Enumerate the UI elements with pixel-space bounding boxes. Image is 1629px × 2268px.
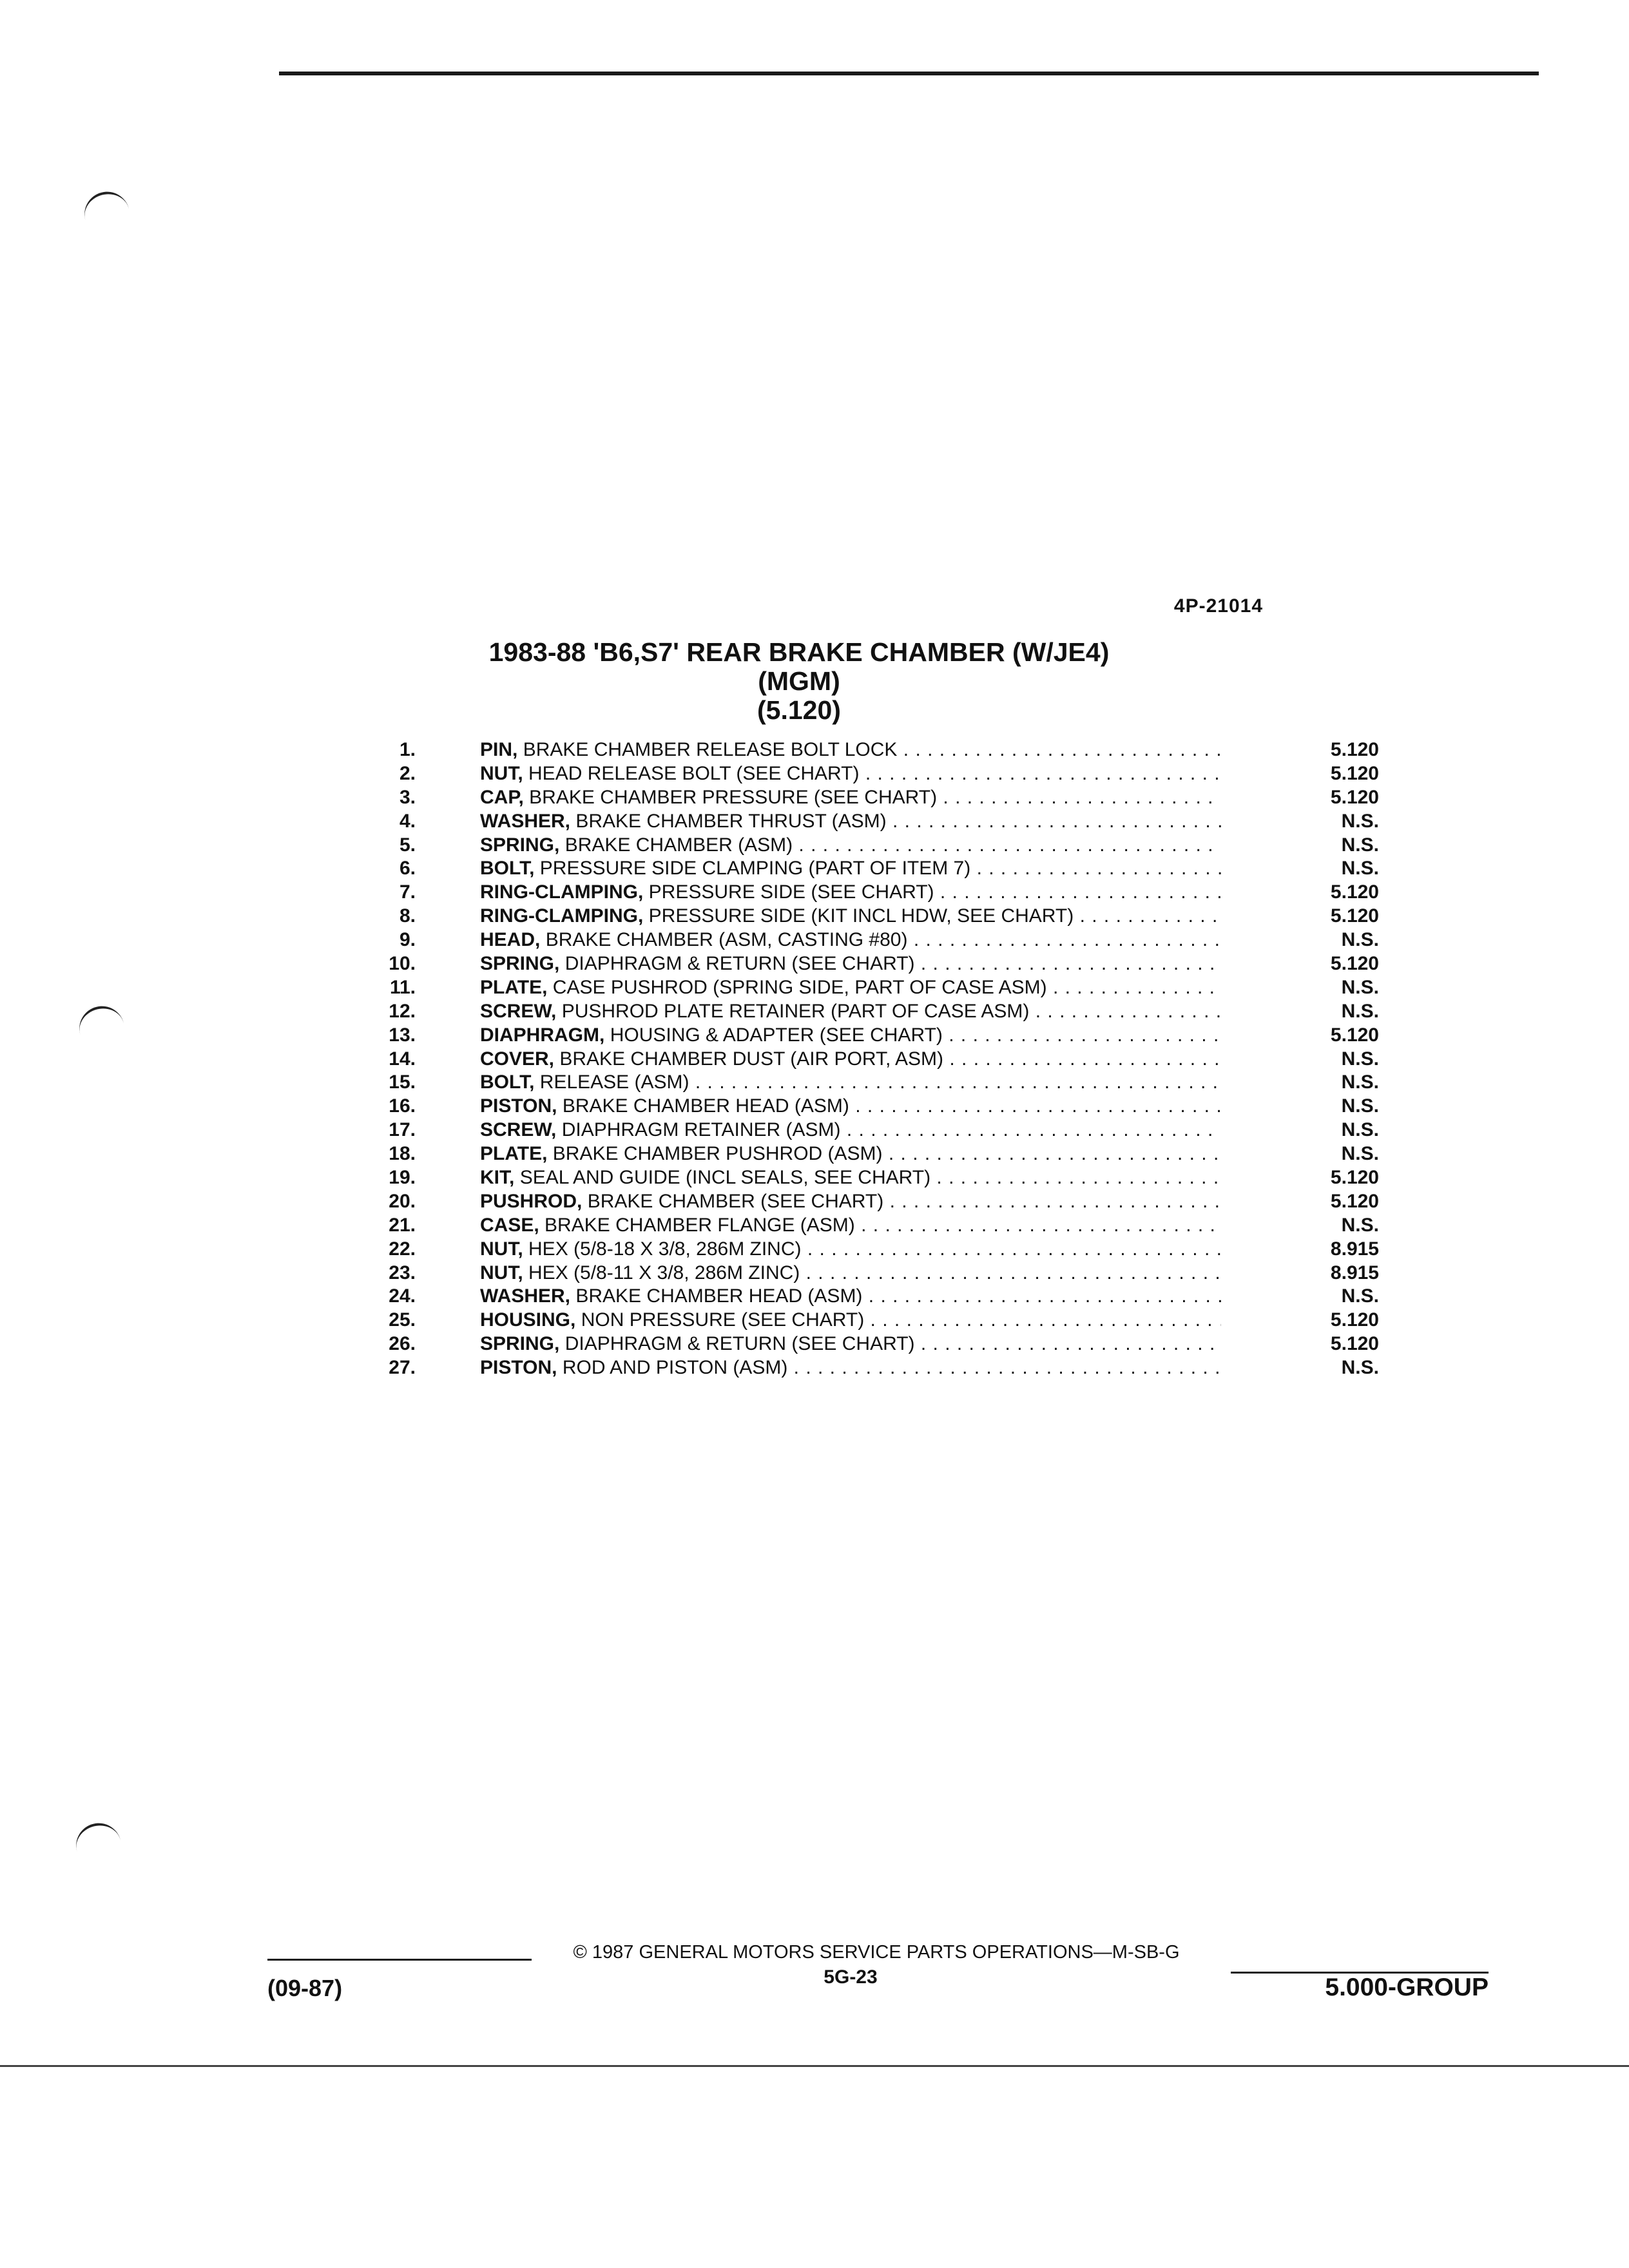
part-number: 19.: [389, 1167, 416, 1189]
part-description: [480, 1142, 1221, 1166]
part-description: [480, 976, 1221, 1000]
part-number: 3.: [399, 786, 416, 808]
part-group-number: 5.120: [1330, 786, 1379, 808]
part-description: [480, 1166, 1221, 1190]
part-row: [361, 1332, 1379, 1356]
part-row: [361, 762, 1379, 786]
part-detail: PRESSURE SIDE (KIT INCL HDW, SEE CHART): [648, 905, 1074, 927]
part-number: 4.: [399, 810, 416, 832]
part-description: [480, 1190, 1221, 1214]
part-number: 5.: [399, 834, 416, 856]
part-group-number: N.S.: [1341, 1214, 1379, 1236]
part-detail: HEAD RELEASE BOLT (SEE CHART): [528, 762, 860, 784]
part-group-number: 5.120: [1330, 1024, 1379, 1046]
part-name: RING-CLAMPING,: [480, 905, 644, 927]
part-group-number: N.S.: [1341, 810, 1379, 832]
title-line-2: (MGM): [758, 666, 840, 696]
part-name: KIT,: [480, 1167, 515, 1189]
part-detail: BRAKE CHAMBER PUSHROD (ASM): [552, 1143, 883, 1165]
part-detail: BRAKE CHAMBER DUST (AIR PORT, ASM): [559, 1048, 944, 1070]
title-line-3: (5.120): [757, 695, 841, 725]
part-row: [361, 1309, 1379, 1332]
binder-hole-mark-middle: [75, 1001, 126, 1040]
copyright-notice: © 1987 GENERAL MOTORS SERVICE PARTS OPERATIONS—M-SB-G: [573, 1942, 1180, 1963]
part-row: [361, 810, 1379, 834]
part-name: BOLT,: [480, 858, 535, 879]
part-name: SCREW,: [480, 1000, 557, 1022]
footer-rule-left: [267, 1959, 532, 1961]
bottom-rule: [0, 2065, 1629, 2067]
revision-date: (09-87): [267, 1975, 343, 2001]
part-detail: PUSHROD PLATE RETAINER (PART OF CASE ASM): [561, 1000, 1030, 1022]
part-detail: PRESSURE SIDE CLAMPING (PART OF ITEM 7): [539, 858, 971, 879]
binder-hole-mark-bottom: [72, 1818, 122, 1857]
part-number: 9.: [399, 929, 416, 951]
part-description: [480, 1119, 1221, 1142]
part-name: NUT,: [480, 1262, 523, 1283]
part-row: [361, 1024, 1379, 1048]
parts-list: [361, 738, 1379, 1380]
part-description: [480, 1048, 1221, 1072]
part-detail: BRAKE CHAMBER (ASM, CASTING #80): [545, 929, 908, 951]
part-number: 1.: [399, 739, 416, 760]
part-detail: HEX (5/8-11 X 3/8, 286M ZINC): [528, 1262, 800, 1283]
part-detail: BRAKE CHAMBER THRUST (ASM): [575, 810, 887, 832]
part-name: WASHER,: [480, 810, 571, 832]
part-number: 18.: [389, 1143, 416, 1165]
part-group-number: N.S.: [1341, 1072, 1379, 1093]
part-group-number: 5.120: [1330, 1333, 1379, 1355]
part-number: 22.: [389, 1238, 416, 1260]
part-number: 13.: [389, 1024, 416, 1046]
part-name: SPRING,: [480, 953, 560, 975]
part-number: 24.: [389, 1285, 416, 1307]
part-detail: BRAKE CHAMBER RELEASE BOLT LOCK: [523, 739, 898, 760]
part-description: [480, 1285, 1221, 1309]
part-group-number: N.S.: [1341, 834, 1379, 856]
part-detail: BRAKE CHAMBER HEAD (ASM): [575, 1285, 863, 1307]
part-group-number: N.S.: [1341, 858, 1379, 879]
part-detail: HEX (5/8-18 X 3/8, 286M ZINC): [528, 1238, 802, 1260]
part-name: RING-CLAMPING,: [480, 881, 644, 903]
page-title: [322, 638, 1276, 725]
part-description: [480, 857, 1221, 881]
part-row: [361, 1190, 1379, 1214]
part-number: 21.: [389, 1214, 416, 1236]
part-name: DIAPHRAGM,: [480, 1024, 605, 1046]
part-group-number: N.S.: [1341, 1048, 1379, 1070]
part-row: [361, 1166, 1379, 1190]
part-row: [361, 857, 1379, 881]
binder-hole-mark-top: [80, 187, 131, 226]
part-description: [480, 738, 1221, 762]
part-group-number: N.S.: [1341, 929, 1379, 951]
part-row: [361, 1285, 1379, 1309]
part-group-number: N.S.: [1341, 1095, 1379, 1117]
part-number: 16.: [389, 1095, 416, 1117]
part-description: [480, 810, 1221, 834]
part-name: PISTON,: [480, 1357, 557, 1379]
part-detail: BRAKE CHAMBER HEAD (ASM): [562, 1095, 849, 1117]
part-number: 15.: [389, 1072, 416, 1093]
part-description: [480, 905, 1221, 928]
part-name: SCREW,: [480, 1119, 557, 1141]
part-row: [361, 786, 1379, 810]
part-row: [361, 905, 1379, 928]
part-name: PISTON,: [480, 1095, 557, 1117]
part-detail: BRAKE CHAMBER (ASM): [564, 834, 793, 856]
part-group-number: N.S.: [1341, 976, 1379, 998]
part-number: 20.: [389, 1190, 416, 1212]
part-name: HEAD,: [480, 929, 541, 951]
part-group-number: 5.120: [1330, 881, 1379, 903]
part-row: [361, 1095, 1379, 1119]
page-number: 5G-23: [824, 1966, 878, 1988]
part-name: PLATE,: [480, 976, 548, 998]
part-description: [480, 1000, 1221, 1024]
part-description: [480, 834, 1221, 858]
part-group-number: 5.120: [1330, 739, 1379, 760]
part-row: [361, 952, 1379, 976]
part-name: CAP,: [480, 786, 524, 808]
part-number: 2.: [399, 762, 416, 784]
part-number: 11.: [389, 976, 416, 998]
part-group-number: N.S.: [1341, 1285, 1379, 1307]
part-description: [480, 1356, 1221, 1380]
part-row: [361, 738, 1379, 762]
part-row: [361, 1071, 1379, 1095]
document-code-ref: 4P-21014: [1173, 595, 1263, 617]
part-row: [361, 1119, 1379, 1142]
part-description: [480, 786, 1221, 810]
part-detail: HOUSING & ADAPTER (SEE CHART): [610, 1024, 943, 1046]
part-description: [480, 952, 1221, 976]
part-name: NUT,: [480, 1238, 523, 1260]
part-description: [480, 881, 1221, 905]
part-name: NUT,: [480, 762, 523, 784]
part-number: 8.: [399, 905, 416, 927]
part-name: COVER,: [480, 1048, 555, 1070]
part-group-number: N.S.: [1341, 1143, 1379, 1165]
part-number: 6.: [399, 858, 416, 879]
part-group-number: 8.915: [1330, 1238, 1379, 1260]
part-group-number: 5.120: [1330, 762, 1379, 784]
part-description: [480, 762, 1221, 786]
part-detail: NON PRESSURE (SEE CHART): [581, 1309, 865, 1331]
part-number: 12.: [389, 1000, 416, 1022]
part-name: SPRING,: [480, 834, 560, 856]
part-row: [361, 976, 1379, 1000]
part-row: [361, 834, 1379, 858]
part-detail: PRESSURE SIDE (SEE CHART): [648, 881, 934, 903]
group-label: 5.000-GROUP: [1325, 1974, 1489, 2001]
part-detail: BRAKE CHAMBER PRESSURE (SEE CHART): [529, 786, 938, 808]
part-name: WASHER,: [480, 1285, 571, 1307]
part-name: SPRING,: [480, 1333, 560, 1355]
part-description: [480, 1071, 1221, 1095]
part-row: [361, 881, 1379, 905]
part-group-number: 8.915: [1330, 1262, 1379, 1283]
top-rule: [279, 72, 1539, 75]
part-name: CASE,: [480, 1214, 539, 1236]
part-description: [480, 1214, 1221, 1238]
part-name: HOUSING,: [480, 1309, 576, 1331]
part-group-number: 5.120: [1330, 1190, 1379, 1212]
part-description: [480, 1262, 1221, 1285]
part-group-number: 5.120: [1330, 905, 1379, 927]
part-detail: ROD AND PISTON (ASM): [562, 1357, 788, 1379]
part-row: [361, 1214, 1379, 1238]
part-number: 7.: [399, 881, 416, 903]
part-row: [361, 1356, 1379, 1380]
part-description: [480, 1332, 1221, 1356]
part-number: 26.: [389, 1333, 416, 1355]
part-detail: CASE PUSHROD (SPRING SIDE, PART OF CASE ASM): [552, 976, 1047, 998]
part-number: 27.: [389, 1357, 416, 1379]
part-detail: DIAPHRAGM & RETURN (SEE CHART): [564, 953, 915, 975]
part-group-number: 5.120: [1330, 1167, 1379, 1189]
title-line-1: 1983-88 'B6,S7' REAR BRAKE CHAMBER (W/JE4): [488, 637, 1110, 667]
part-group-number: 5.120: [1330, 953, 1379, 975]
part-description: [480, 1309, 1221, 1332]
part-row: [361, 1142, 1379, 1166]
part-row: [361, 1262, 1379, 1285]
part-row: [361, 1238, 1379, 1262]
part-detail: SEAL AND GUIDE (INCL SEALS, SEE CHART): [519, 1167, 931, 1189]
part-detail: DIAPHRAGM RETAINER (ASM): [561, 1119, 841, 1141]
part-name: PUSHROD,: [480, 1190, 583, 1212]
part-group-number: 5.120: [1330, 1309, 1379, 1331]
part-description: [480, 1095, 1221, 1119]
part-name: PLATE,: [480, 1143, 548, 1165]
part-row: [361, 1048, 1379, 1072]
part-description: [480, 928, 1221, 952]
part-detail: BRAKE CHAMBER (SEE CHART): [587, 1190, 884, 1212]
part-number: 23.: [389, 1262, 416, 1283]
part-description: [480, 1024, 1221, 1048]
part-number: 14.: [389, 1048, 416, 1070]
part-group-number: N.S.: [1341, 1000, 1379, 1022]
part-group-number: N.S.: [1341, 1119, 1379, 1141]
part-name: BOLT,: [480, 1072, 535, 1093]
part-name: PIN,: [480, 739, 518, 760]
part-row: [361, 928, 1379, 952]
part-group-number: N.S.: [1341, 1357, 1379, 1379]
part-row: [361, 1000, 1379, 1024]
part-number: 25.: [389, 1309, 416, 1331]
part-number: 17.: [389, 1119, 416, 1141]
part-detail: RELEASE (ASM): [539, 1072, 689, 1093]
part-detail: DIAPHRAGM & RETURN (SEE CHART): [564, 1333, 915, 1355]
part-number: 10.: [389, 953, 416, 975]
part-detail: BRAKE CHAMBER FLANGE (ASM): [545, 1214, 855, 1236]
part-description: [480, 1238, 1221, 1262]
